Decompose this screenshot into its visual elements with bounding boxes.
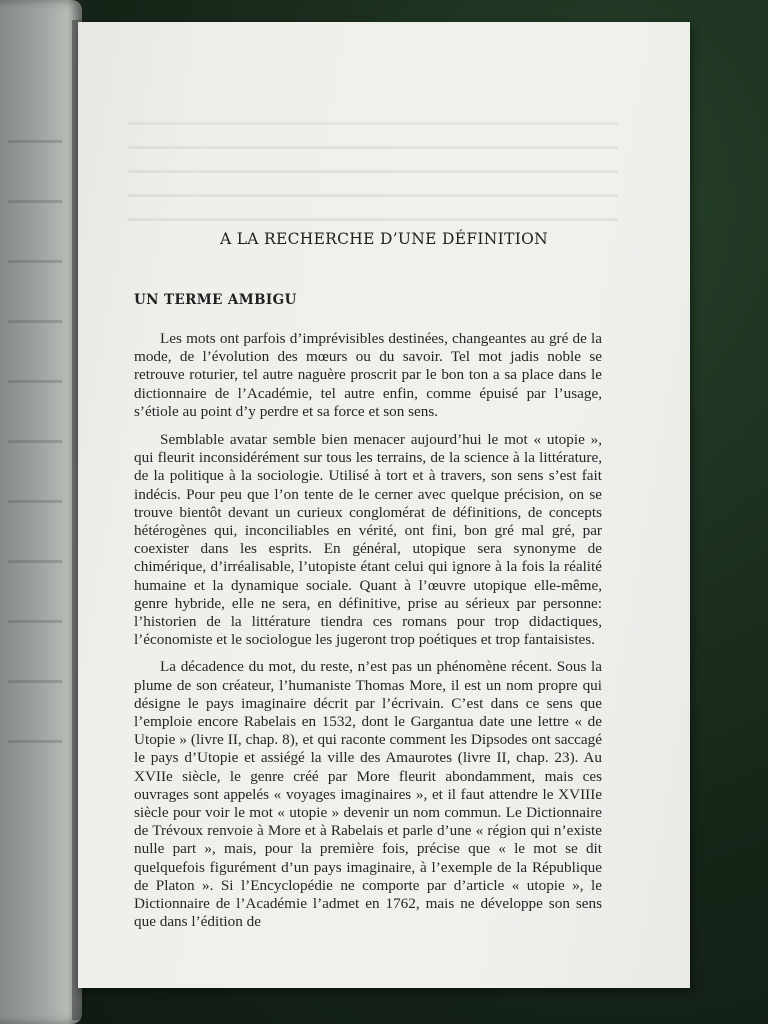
book-page (78, 22, 690, 988)
body-text (134, 330, 602, 941)
paragraph-2: Semblable avatar semble bien menacer aujourd’hui le mot « utopie », qui fleurit inconsidérément sur tous les terrains, de la science à la littérature, de la politique à la sociologie. Utilisé à tort et à travers, son sens s’est fait indécis. Pour peu que l’on tente de le cerner avec quelque précision, on se trouve bientôt devant un curieux conglomérat de définitions, de concepts hétérogènes qui, inconciliables en vérité, ont fini, bon gré mal gré, par coexister dans les esprits. En général, utopique sera synonyme de chimérique, d’irréalisable, l’utopiste étant celui qui ignore à la fois la réalité humaine et la dynamique sociale. Quant à l’œuvre utopique elle-même, genre hybride, elle ne sera, en définitive, prise au sérieux par personne: l’historien de la littérature tiendra ces romans pour trop didactiques, l’économiste et le sociologue les jugeront trop poétiques et trop fantaisistes. (134, 431, 602, 649)
paragraph-1: Les mots ont parfois d’imprévisibles destinées, changeantes au gré de la mode, de l’évolution des mœurs ou du savoir. Tel mot jadis noble se retrouve roturier, tel autre naguère proscrit par le bon ton a sa place dans le dictionnaire de l’Académie, tel autre enfin, comme épuisé par l’usage, s’étiole au point d’y perdre et sa force et son sens. (134, 330, 602, 420)
paragraph-3: La décadence du mot, du reste, n’est pas un phénomène récent. Sous la plume de son créateur, l’humaniste Thomas More, il est un nom propre qui désigne le pays imaginaire décrit par l’écrivain. C’est dans ce sens que l’emploie encore Rabelais en 1532, dont le Gargantua date une lettre « de Utopie » (livre II, chap. 8), et qui raconte comment les Dipsodes ont saccagé le pays d’Utopie et assiégé la ville des Amaurotes (livre II, chap. 23). Au XVIIe siècle, le genre créé par More fleurit abondamment, mais ces ouvrages sont appelés « voyages imaginaires », et il faut attendre le XVIIIe siècle pour voir le mot « utopie » devenir un nom commun. Le Dictionnaire de Trévoux renvoie à More et à Rabelais et parle d’une « région qui n’existe nulle part », mais, pour la première fois, précise que « le mot se dit quelquefois figurément d’un pays imaginaire, à l’exemple de la République de Platon ». Si l’Encyclopédie ne comporte par d’article « utopie », le Dictionnaire de l’Académie l’admet en 1762, mais ne développe son sens que dans l’édition de (134, 658, 602, 931)
chapter-title: A LA RECHERCHE D’UNE DÉFINITION (219, 230, 549, 248)
facing-left-page (0, 0, 82, 1024)
section-heading: UN TERME AMBIGU (134, 292, 297, 308)
show-through-text (128, 122, 618, 242)
